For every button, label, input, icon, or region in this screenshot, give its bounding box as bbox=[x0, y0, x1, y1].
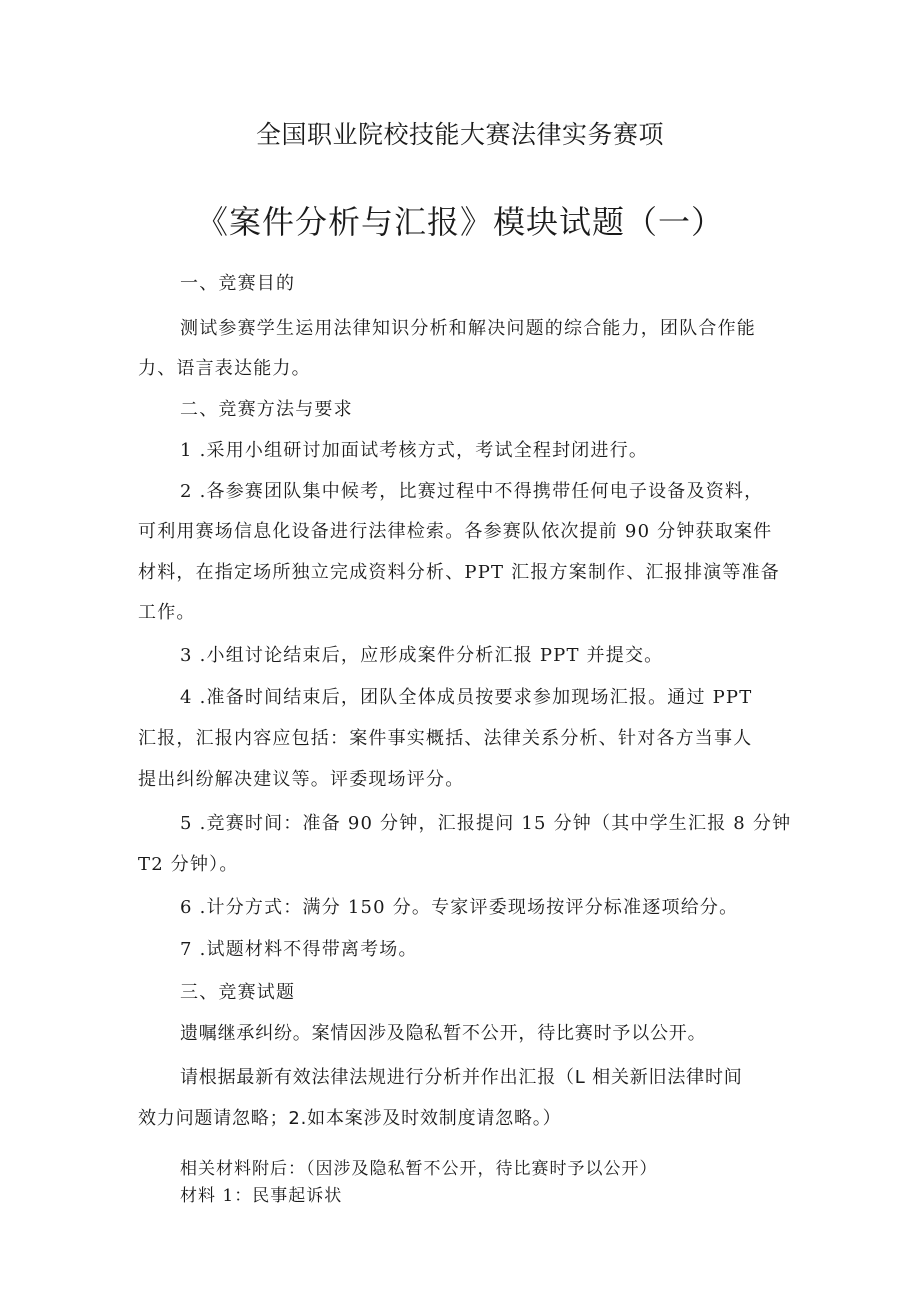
section2-item2-line: 材料，在指定场所独立完成资料分析、PPT 汇报方案制作、汇报排演等准备 bbox=[138, 562, 780, 583]
section3-para2-line: 效力问题请忽略；2.如本案涉及时效制度请忽略。） bbox=[138, 1108, 562, 1129]
section2-item2-line: 工作。 bbox=[138, 602, 196, 623]
section2-item2-line: 可利用赛场信息化设备进行法律检索。各参赛队依次提前 90 分钟获取案件 bbox=[138, 521, 773, 542]
section2-item6: 6 .计分方式：满分 150 分。专家评委现场按评分标准逐项给分。 bbox=[180, 897, 739, 918]
section2-item5-line: 5 .竞赛时间：准备 90 分钟，汇报提问 15 分钟（其中学生汇报 8 分钟 bbox=[180, 813, 792, 834]
section2-item5-line: T2 分钟）。 bbox=[138, 854, 239, 875]
section2-item7: 7 .试题材料不得带离考场。 bbox=[180, 939, 418, 960]
document-title-line2: 《案件分析与汇报》模块试题（一） bbox=[195, 203, 724, 241]
section2-item1: 1 .采用小组研讨加面试考核方式，考试全程封闭进行。 bbox=[180, 440, 649, 461]
section1-heading: 一、竞赛目的 bbox=[180, 273, 296, 294]
section3-para2-line: 请根据最新有效法律法规进行分析并作出汇报（L 相关新旧法律时间 bbox=[180, 1067, 743, 1088]
document-title-line1: 全国职业院校技能大赛法律实务赛项 bbox=[255, 120, 664, 149]
section2-heading: 二、竞赛方法与要求 bbox=[180, 399, 353, 420]
section3-heading: 三、竞赛试题 bbox=[180, 982, 296, 1003]
attachments-note: 相关材料附后：（因涉及隐私暂不公开，待比赛时予以公开） bbox=[180, 1159, 658, 1179]
section1-para-line: 测试参赛学生运用法律知识分析和解决问题的综合能力，团队合作能 bbox=[180, 318, 756, 339]
section3-para1: 遗嘱继承纠纷。案情因涉及隐私暂不公开，待比赛时予以公开。 bbox=[180, 1023, 707, 1044]
section1-para-line: 力、语言表达能力。 bbox=[138, 358, 311, 379]
section2-item3: 3 .小组讨论结束后，应形成案件分析汇报 PPT 并提交。 bbox=[180, 645, 664, 666]
attachments-material1: 材料 1：民事起诉状 bbox=[180, 1186, 343, 1206]
section2-item4-line: 提出纠纷解决建议等。评委现场评分。 bbox=[138, 769, 465, 790]
section2-item2-line: 2 .各参赛团队集中候考，比赛过程中不得携带任何电子设备及资料， bbox=[180, 481, 764, 502]
section2-item4-line: 4 .准备时间结束后，团队全体成员按要求参加现场汇报。通过 PPT bbox=[180, 687, 753, 708]
section2-item4-line: 汇报，汇报内容应包括：案件事实概括、法律关系分析、针对各方当事人 bbox=[138, 728, 753, 749]
